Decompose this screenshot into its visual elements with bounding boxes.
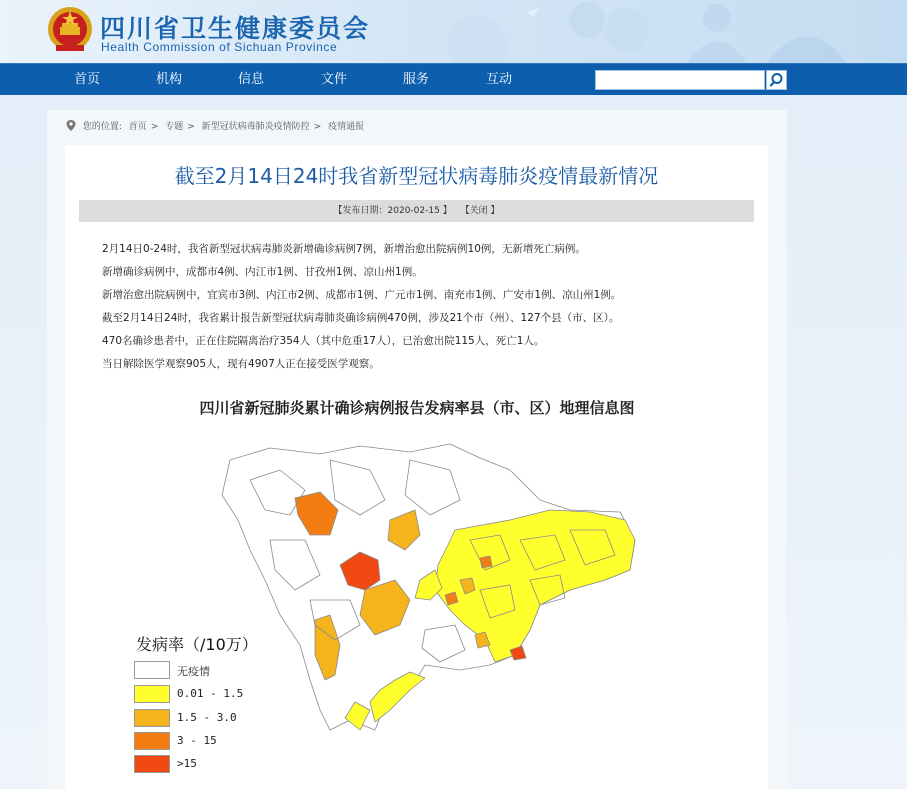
paragraph: 新增确诊病例中，成都市4例、内江市1例、甘孜州1例、凉山州1例。 bbox=[102, 266, 423, 278]
banner-decoration bbox=[387, 0, 907, 63]
article-title: 截至2月14日24时我省新型冠状病毒肺炎疫情最新情况 bbox=[174, 164, 659, 188]
nav-home[interactable]: 首页 bbox=[73, 72, 100, 87]
legend-swatch-low bbox=[134, 685, 170, 703]
nav-services[interactable]: 服务 bbox=[402, 72, 429, 87]
date-bar bbox=[79, 200, 754, 222]
header-banner bbox=[0, 0, 907, 63]
breadcrumb-sep-icon: > bbox=[313, 122, 322, 132]
breadcrumb-sep-icon: > bbox=[150, 122, 159, 132]
legend-swatch-none bbox=[134, 661, 170, 679]
legend-swatch-highest bbox=[134, 755, 170, 773]
national-emblem-icon bbox=[46, 5, 94, 55]
nav-institutions[interactable]: 机构 bbox=[155, 72, 182, 87]
breadcrumb-report[interactable]: 疫情通报 bbox=[328, 122, 365, 132]
search-button[interactable] bbox=[766, 70, 787, 90]
breadcrumb-topic[interactable]: 专题 bbox=[165, 122, 184, 132]
publish-date: 【发布日期：2020-02-15 】 bbox=[333, 206, 452, 216]
breadcrumb-home[interactable]: 首页 bbox=[128, 122, 147, 132]
nav-information[interactable]: 信息 bbox=[237, 72, 264, 87]
legend-label: 1.5 - 3.0 bbox=[177, 711, 237, 724]
breadcrumb bbox=[66, 120, 368, 134]
location-pin-icon bbox=[66, 120, 76, 131]
close-link[interactable]: 【关闭 】 bbox=[460, 206, 500, 216]
legend-label: >15 bbox=[177, 757, 197, 770]
legend-title: 发病率（/10万） bbox=[136, 635, 258, 654]
paragraph: 当日解除医学观察905人，现有4907人正在接受医学观察。 bbox=[102, 358, 380, 370]
breadcrumb-prefix: 您的位置: bbox=[82, 122, 122, 132]
site-title: 四川省卫生健康委员会 bbox=[100, 14, 371, 43]
nav-interaction[interactable]: 互动 bbox=[485, 72, 512, 87]
breadcrumb-covid[interactable]: 新型冠状病毒肺炎疫情防控 bbox=[201, 122, 310, 132]
paragraph: 截至2月14日24时，我省累计报告新型冠状病毒肺炎确诊病例470例，涉及21个市（州）、127个县（市、区）。 bbox=[102, 312, 620, 324]
paragraph: 2月14日0-24时，我省新型冠状病毒肺炎新增确诊病例7例，新增治愈出院病例10例，无新增死亡病例。 bbox=[102, 243, 586, 255]
legend-swatch-mid bbox=[134, 709, 170, 727]
sichuan-map-image bbox=[210, 440, 640, 740]
legend-label: 0.01 - 1.5 bbox=[177, 687, 244, 700]
legend-swatch-high bbox=[134, 732, 170, 750]
legend-label: 无疫情 bbox=[177, 665, 210, 678]
map-title: 四川省新冠肺炎累计确诊病例报告发病率县（市、区）地理信息图 bbox=[199, 399, 635, 417]
breadcrumb-sep-icon: > bbox=[187, 122, 195, 132]
nav-documents[interactable]: 文件 bbox=[320, 72, 347, 87]
search-input[interactable] bbox=[595, 70, 765, 90]
main-nav bbox=[0, 63, 907, 95]
paragraph: 470名确诊患者中，正在住院隔离治疗354人（其中危重17人），已治愈出院115人，死亡1人。 bbox=[102, 335, 545, 347]
paragraph: 新增治愈出院病例中，宜宾市3例、内江市2例、成都市1例、广元市1例、南充市1例、广安市1例、凉山州1例。 bbox=[102, 289, 622, 301]
search-icon bbox=[767, 71, 786, 89]
legend-label: 3 - 15 bbox=[177, 734, 217, 747]
site-subtitle: Health Commission of Sichuan Province bbox=[101, 40, 338, 54]
